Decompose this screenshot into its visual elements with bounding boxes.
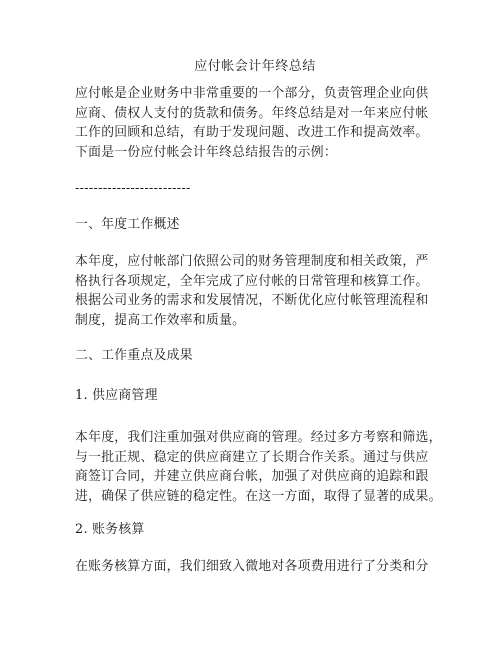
item1-line: 与一批正规、稳定的供应商建立了长期合作关系。通过与供应 [75,449,429,465]
intro-paragraph [75,84,435,162]
item1-line: 本年度，我们注重加强对供应商的管理。经过多方考察和筛选， [75,430,442,445]
item1-line: 进，确保了供应链的稳定性。在这一方面，取得了显著的成果。 [75,488,442,504]
item2-line: 在账务核算方面，我们细致入微地对各项费用进行了分类和分 [75,559,429,574]
item2-paragraph [75,557,435,577]
intro-line: 应商、债权人支付的货款和债务。年终总结是对一年来应付帐 [75,105,429,121]
section1-paragraph [75,222,435,330]
section2-heading: 二、工作重点及成果 [75,348,193,363]
section1-line: 根据公司业务的需求和发展情况，不断优化应付帐管理流程和 [75,293,429,308]
document-title: 应付帐会计年终总结 [194,59,316,74]
divider-line: ------------------------- [75,181,191,196]
item1-line: 商签订合同，并建立供应商台帐，加强了对供应商的追踪和跟 [75,469,429,484]
section1-line: 本年度，应付帐部门依照公司的财务管理制度和相关政策，严 [75,254,429,269]
item1-paragraph [75,428,442,506]
intro-line: 下面是一份应付帐会计年终总结报告的示例： [75,144,337,160]
item1-heading: 1. 供应商管理 [75,388,158,403]
intro-line: 工作的回顾和总结，有助于发现问题、改进工作和提高效率。 [75,125,429,140]
section1-heading: 一、年度工作概述 [75,217,180,232]
intro-line: 应付帐是企业财务中非常重要的一个部分，负责管理企业向供 [75,86,429,101]
section1-line: 制度，提高工作效率和质量。 [75,312,246,328]
section1-line: 格执行各项规定，全年完成了应付帐的日常管理和核算工作。 [75,273,429,289]
item2-heading: 2. 账务核算 [75,522,145,537]
